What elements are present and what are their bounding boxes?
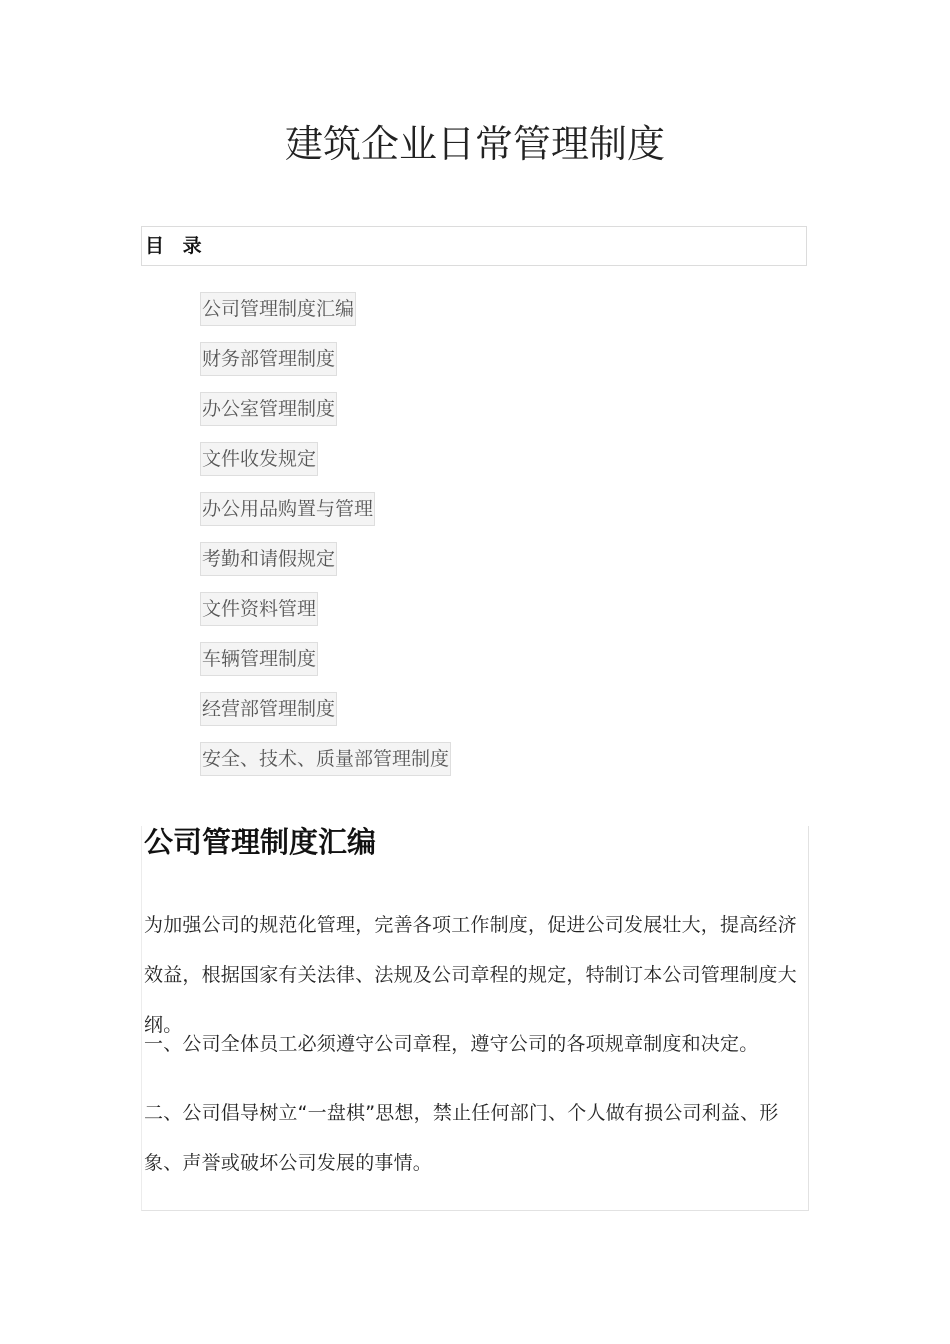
section-paragraph-intro: 为加强公司的规范化管理，完善各项工作制度，促进公司发展壮大，提高经济效益，根据国家有关法律、法规及公司章程的规定，特制订本公司管理制度大纲。 (144, 914, 797, 1036)
toc-link-office-rules[interactable]: 办公室管理制度 (200, 392, 337, 426)
toc-link-vehicle-rules[interactable]: 车辆管理制度 (200, 642, 318, 676)
toc-heading: 目 录 (145, 235, 208, 257)
toc-link-business-dept[interactable]: 经营部管理制度 (200, 692, 337, 726)
toc-header-box (141, 226, 807, 266)
toc-link-finance-dept[interactable]: 财务部管理制度 (200, 342, 337, 376)
toc-list (200, 292, 451, 792)
section-paragraph-rule-1: 一、公司全体员工必须遵守公司章程，遵守公司的各项规章制度和决定。 (144, 1033, 759, 1055)
section-paragraph-rule-2: 二、公司倡导树立“一盘棋”思想，禁止任何部门、个人做有损公司利益、形象、声誉或破坏公司发展的事情。 (144, 1102, 779, 1174)
toc-link-safety-quality-dept[interactable]: 安全、技术、质量部管理制度 (200, 742, 451, 776)
toc-link-attendance-leave[interactable]: 考勤和请假规定 (200, 542, 337, 576)
toc-link-company-rules[interactable]: 公司管理制度汇编 (200, 292, 356, 326)
section-title: 公司管理制度汇编 (144, 825, 377, 859)
toc-link-records-management[interactable]: 文件资料管理 (200, 592, 318, 626)
section-company-rules (141, 826, 809, 1211)
document-title: 建筑企业日常管理制度 (284, 122, 665, 167)
toc-link-office-supplies[interactable]: 办公用品购置与管理 (200, 492, 375, 526)
toc-link-document-handling[interactable]: 文件收发规定 (200, 442, 318, 476)
